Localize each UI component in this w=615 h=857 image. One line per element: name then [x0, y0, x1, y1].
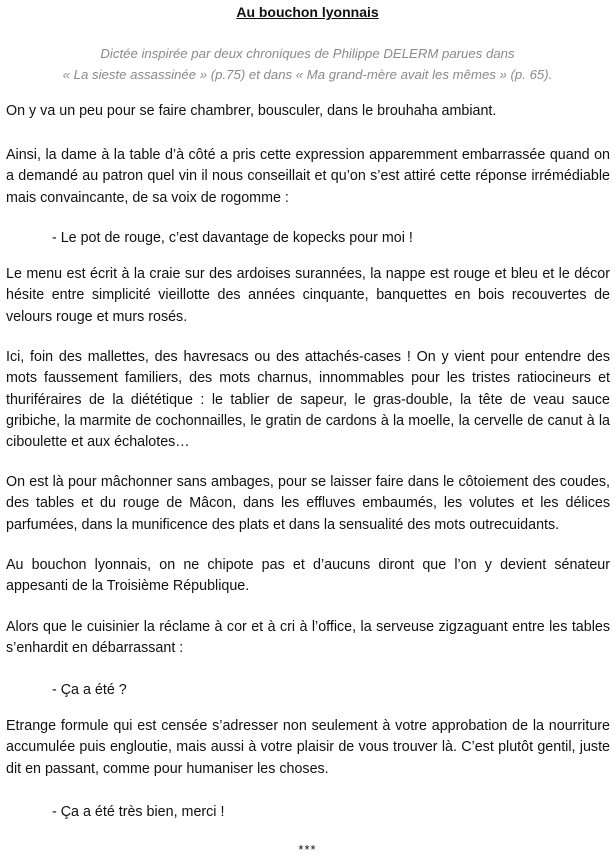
document-subtitle	[0, 43, 615, 85]
paragraph-1: On y va un peu pour se faire chambrer, bousculer, dans le brouhaha ambiant.	[6, 103, 497, 119]
paragraph-7: Alors que le cuisinier la réclame à cor et à cri à l’office, la serveuse zigzaguant entre les tables s’enhardit en débarrassant :	[6, 619, 610, 657]
paragraph-4: Ici, foin des mallettes, des havresacs ou des attachés-cases ! On y vient pour entendre des mots faussement familiers, des mots charnus, innommables pour les tristes ratiocineurs et thuriféraires de la diététique : le tablier de sapeur, le gras-double, la tête de veau sauce gribiche, la marmite de cochonnailles, le gratin de cardons à la moelle, la cervelle de canut à la ciboulette et aux échalotes…	[6, 349, 610, 451]
subtitle-line-1: Dictée inspirée par deux chroniques de Philippe DELERM parues dans	[100, 46, 515, 61]
dialogue-line-3: - Ça a été très bien, merci !	[52, 804, 225, 820]
dialogue-line-1: - Le pot de rouge, c’est davantage de kopecks pour moi !	[52, 230, 413, 246]
paragraph-2: Ainsi, la dame à la table d’à côté a pris cette expression apparemment embarrassée quand on a demandé au patron quel vin il nous conseillait et qu’on s’est attiré cette réponse irrémédiable mais convaincante, de sa voix de rogomme :	[6, 147, 610, 206]
paragraph-3: Le menu est écrit à la craie sur des ardoises surannées, la nappe est rouge et bleu et le décor hésite entre simplicité vieillotte des années cinquante, banquettes en bois recouvertes de velours rouge et murs rosés.	[6, 266, 610, 325]
end-mark: ***	[298, 842, 317, 857]
subtitle-line-2: « La sieste assassinée » (p.75) et dans « Ma grand-mère avait les mêmes » (p. 65).	[62, 67, 553, 82]
document-title: Au bouchon lyonnais	[236, 4, 379, 20]
paragraph-5: On est là pour mâchonner sans ambages, pour se laisser faire dans le côtoiement des coudes, des tables et du rouge de Mâcon, dans les effluves embaumés, les volutes et les délices parfumées, dans la munificence des plats et dans la sensualité des mots outrecuidants.	[6, 474, 610, 533]
paragraph-6: Au bouchon lyonnais, on ne chipote pas et d’aucuns diront que l’on y devient sénateur appesanti de la Troisième République.	[6, 557, 610, 595]
paragraph-8: Etrange formule qui est censée s’adresser non seulement à votre approbation de la nourriture accumulée puis engloutie, mais aussi à votre plaisir de vous trouver là. C’est plutôt gentil, juste dit en passant, comme pour humaniser les choses.	[6, 718, 610, 777]
dialogue-line-2: - Ça a été ?	[52, 682, 127, 698]
